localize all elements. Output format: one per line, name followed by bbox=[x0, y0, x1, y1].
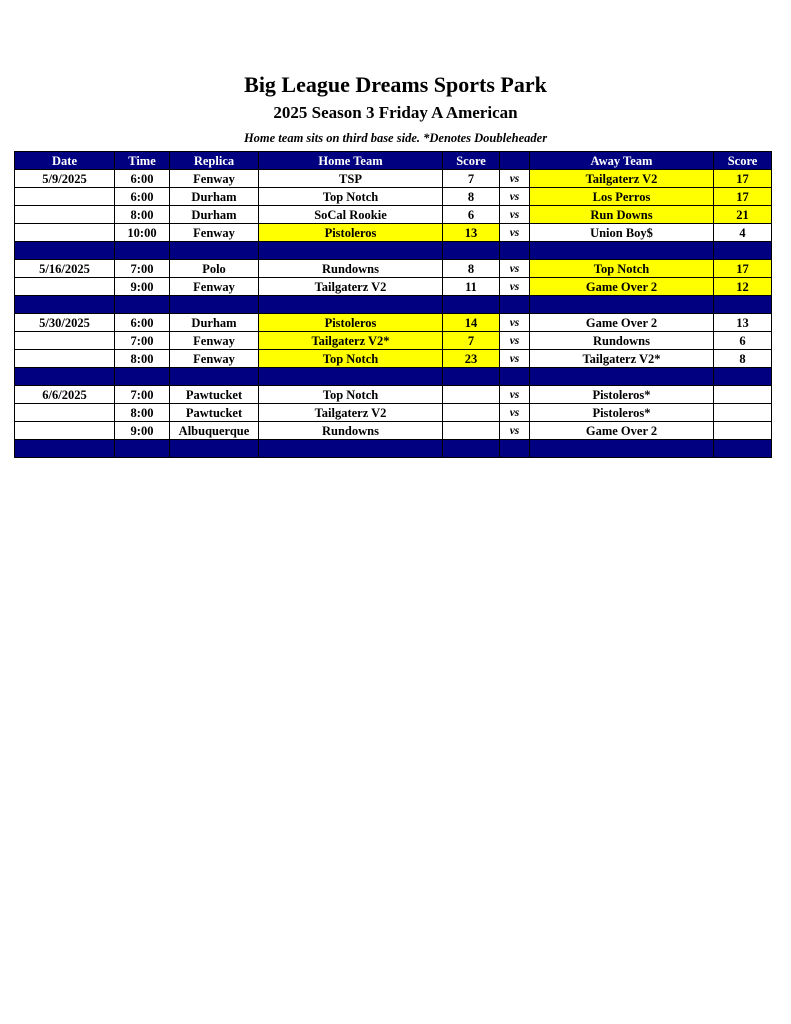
col-header-date: Date bbox=[15, 152, 115, 170]
cell-time: 10:00 bbox=[115, 224, 170, 242]
cell-away: Run Downs bbox=[530, 206, 714, 224]
col-header-away-score: Score bbox=[714, 152, 772, 170]
table-header-row bbox=[15, 152, 772, 170]
cell-away-score bbox=[714, 404, 772, 422]
separator-cell bbox=[714, 296, 772, 314]
separator-cell bbox=[500, 296, 530, 314]
separator-cell bbox=[714, 368, 772, 386]
table-row bbox=[15, 206, 772, 224]
cell-vs: vs bbox=[500, 386, 530, 404]
table-row bbox=[15, 170, 772, 188]
schedule-table bbox=[14, 151, 772, 458]
cell-home: Pistoleros bbox=[259, 224, 443, 242]
separator-cell bbox=[259, 296, 443, 314]
cell-away: Game Over 2 bbox=[530, 278, 714, 296]
cell-home: Top Notch bbox=[259, 350, 443, 368]
table-row bbox=[15, 224, 772, 242]
cell-away-score bbox=[714, 386, 772, 404]
cell-time: 7:00 bbox=[115, 332, 170, 350]
cell-home-score: 13 bbox=[443, 224, 500, 242]
cell-away: Game Over 2 bbox=[530, 314, 714, 332]
cell-home: Tailgaterz V2 bbox=[259, 278, 443, 296]
col-header-home-score: Score bbox=[443, 152, 500, 170]
separator-cell bbox=[170, 440, 259, 458]
separator-cell bbox=[115, 368, 170, 386]
separator-cell bbox=[115, 242, 170, 260]
cell-home-score: 8 bbox=[443, 260, 500, 278]
cell-replica: Fenway bbox=[170, 332, 259, 350]
cell-vs: vs bbox=[500, 422, 530, 440]
cell-home: Tailgaterz V2 bbox=[259, 404, 443, 422]
table-row bbox=[15, 260, 772, 278]
separator-cell bbox=[115, 296, 170, 314]
cell-vs: vs bbox=[500, 188, 530, 206]
cell-away-score: 13 bbox=[714, 314, 772, 332]
cell-home: Rundowns bbox=[259, 422, 443, 440]
page-title: Big League Dreams Sports Park bbox=[244, 72, 547, 97]
separator-cell bbox=[530, 440, 714, 458]
cell-away: Game Over 2 bbox=[530, 422, 714, 440]
separator-cell bbox=[15, 296, 115, 314]
cell-away: Rundowns bbox=[530, 332, 714, 350]
cell-time: 8:00 bbox=[115, 350, 170, 368]
cell-home-score: 8 bbox=[443, 188, 500, 206]
cell-date: 6/6/2025 bbox=[15, 386, 115, 404]
cell-away: Pistoleros* bbox=[530, 404, 714, 422]
cell-home-score: 7 bbox=[443, 332, 500, 350]
separator-cell bbox=[170, 368, 259, 386]
table-row bbox=[15, 404, 772, 422]
cell-replica: Fenway bbox=[170, 224, 259, 242]
cell-away-score: 12 bbox=[714, 278, 772, 296]
cell-vs: vs bbox=[500, 260, 530, 278]
cell-replica: Pawtucket bbox=[170, 404, 259, 422]
separator-cell bbox=[500, 368, 530, 386]
cell-home: Top Notch bbox=[259, 386, 443, 404]
cell-time: 6:00 bbox=[115, 170, 170, 188]
cell-date: 5/30/2025 bbox=[15, 314, 115, 332]
cell-home-score: 23 bbox=[443, 350, 500, 368]
cell-vs: vs bbox=[500, 314, 530, 332]
cell-vs: vs bbox=[500, 278, 530, 296]
separator-cell bbox=[443, 368, 500, 386]
cell-home-score: 11 bbox=[443, 278, 500, 296]
separator-row bbox=[15, 440, 772, 458]
cell-away-score: 8 bbox=[714, 350, 772, 368]
cell-date bbox=[15, 278, 115, 296]
cell-away-score: 21 bbox=[714, 206, 772, 224]
cell-time: 8:00 bbox=[115, 404, 170, 422]
cell-away: Union Boy$ bbox=[530, 224, 714, 242]
table-row bbox=[15, 350, 772, 368]
page-subtitle: 2025 Season 3 Friday A American bbox=[273, 103, 518, 122]
cell-away-score bbox=[714, 422, 772, 440]
col-header-replica: Replica bbox=[170, 152, 259, 170]
col-header-vs bbox=[500, 152, 530, 170]
cell-away-score: 4 bbox=[714, 224, 772, 242]
cell-home: SoCal Rookie bbox=[259, 206, 443, 224]
cell-away: Top Notch bbox=[530, 260, 714, 278]
table-row bbox=[15, 332, 772, 350]
cell-home: Rundowns bbox=[259, 260, 443, 278]
cell-home-score: 7 bbox=[443, 170, 500, 188]
separator-cell bbox=[500, 440, 530, 458]
cell-home: Pistoleros bbox=[259, 314, 443, 332]
separator-cell bbox=[530, 296, 714, 314]
cell-replica: Durham bbox=[170, 188, 259, 206]
schedule-body bbox=[15, 170, 772, 458]
cell-time: 6:00 bbox=[115, 188, 170, 206]
cell-date bbox=[15, 422, 115, 440]
cell-home: Top Notch bbox=[259, 188, 443, 206]
separator-row bbox=[15, 368, 772, 386]
table-row bbox=[15, 278, 772, 296]
separator-cell bbox=[15, 440, 115, 458]
separator-row bbox=[15, 242, 772, 260]
separator-cell bbox=[714, 440, 772, 458]
cell-away: Pistoleros* bbox=[530, 386, 714, 404]
cell-home-score: 6 bbox=[443, 206, 500, 224]
separator-cell bbox=[259, 368, 443, 386]
cell-away-score: 17 bbox=[714, 170, 772, 188]
cell-replica: Durham bbox=[170, 206, 259, 224]
separator-cell bbox=[170, 242, 259, 260]
table-row bbox=[15, 422, 772, 440]
separator-cell bbox=[443, 242, 500, 260]
schedule-note: Home team sits on third base side. *Denotes Doubleheader bbox=[243, 131, 548, 145]
cell-date bbox=[15, 404, 115, 422]
cell-time: 7:00 bbox=[115, 386, 170, 404]
cell-replica: Durham bbox=[170, 314, 259, 332]
cell-date: 5/16/2025 bbox=[15, 260, 115, 278]
separator-cell bbox=[15, 242, 115, 260]
cell-date bbox=[15, 332, 115, 350]
separator-cell bbox=[530, 242, 714, 260]
cell-away-score: 17 bbox=[714, 260, 772, 278]
cell-home-score bbox=[443, 386, 500, 404]
cell-replica: Fenway bbox=[170, 278, 259, 296]
cell-date: 5/9/2025 bbox=[15, 170, 115, 188]
cell-home: TSP bbox=[259, 170, 443, 188]
separator-cell bbox=[259, 440, 443, 458]
cell-vs: vs bbox=[500, 170, 530, 188]
cell-home-score bbox=[443, 422, 500, 440]
cell-replica: Pawtucket bbox=[170, 386, 259, 404]
cell-date bbox=[15, 206, 115, 224]
cell-home: Tailgaterz V2* bbox=[259, 332, 443, 350]
cell-vs: vs bbox=[500, 332, 530, 350]
col-header-home-team: Home Team bbox=[259, 152, 443, 170]
cell-vs: vs bbox=[500, 206, 530, 224]
separator-cell bbox=[500, 242, 530, 260]
table-row bbox=[15, 188, 772, 206]
cell-vs: vs bbox=[500, 224, 530, 242]
cell-date bbox=[15, 350, 115, 368]
cell-replica: Fenway bbox=[170, 170, 259, 188]
col-header-time: Time bbox=[115, 152, 170, 170]
separator-cell bbox=[15, 368, 115, 386]
cell-away: Tailgaterz V2* bbox=[530, 350, 714, 368]
cell-home-score bbox=[443, 404, 500, 422]
cell-away: Los Perros bbox=[530, 188, 714, 206]
cell-time: 7:00 bbox=[115, 260, 170, 278]
separator-cell bbox=[530, 368, 714, 386]
separator-cell bbox=[443, 440, 500, 458]
separator-row bbox=[15, 296, 772, 314]
table-row bbox=[15, 314, 772, 332]
cell-away-score: 17 bbox=[714, 188, 772, 206]
cell-time: 9:00 bbox=[115, 422, 170, 440]
cell-date bbox=[15, 224, 115, 242]
separator-cell bbox=[259, 242, 443, 260]
cell-date bbox=[15, 188, 115, 206]
cell-time: 9:00 bbox=[115, 278, 170, 296]
col-header-away-team: Away Team bbox=[530, 152, 714, 170]
cell-replica: Albuquerque bbox=[170, 422, 259, 440]
cell-vs: vs bbox=[500, 350, 530, 368]
cell-vs: vs bbox=[500, 404, 530, 422]
cell-time: 8:00 bbox=[115, 206, 170, 224]
separator-cell bbox=[115, 440, 170, 458]
cell-replica: Polo bbox=[170, 260, 259, 278]
cell-time: 6:00 bbox=[115, 314, 170, 332]
separator-cell bbox=[170, 296, 259, 314]
cell-away-score: 6 bbox=[714, 332, 772, 350]
cell-home-score: 14 bbox=[443, 314, 500, 332]
separator-cell bbox=[714, 242, 772, 260]
table-row bbox=[15, 386, 772, 404]
cell-away: Tailgaterz V2 bbox=[530, 170, 714, 188]
separator-cell bbox=[443, 296, 500, 314]
cell-replica: Fenway bbox=[170, 350, 259, 368]
